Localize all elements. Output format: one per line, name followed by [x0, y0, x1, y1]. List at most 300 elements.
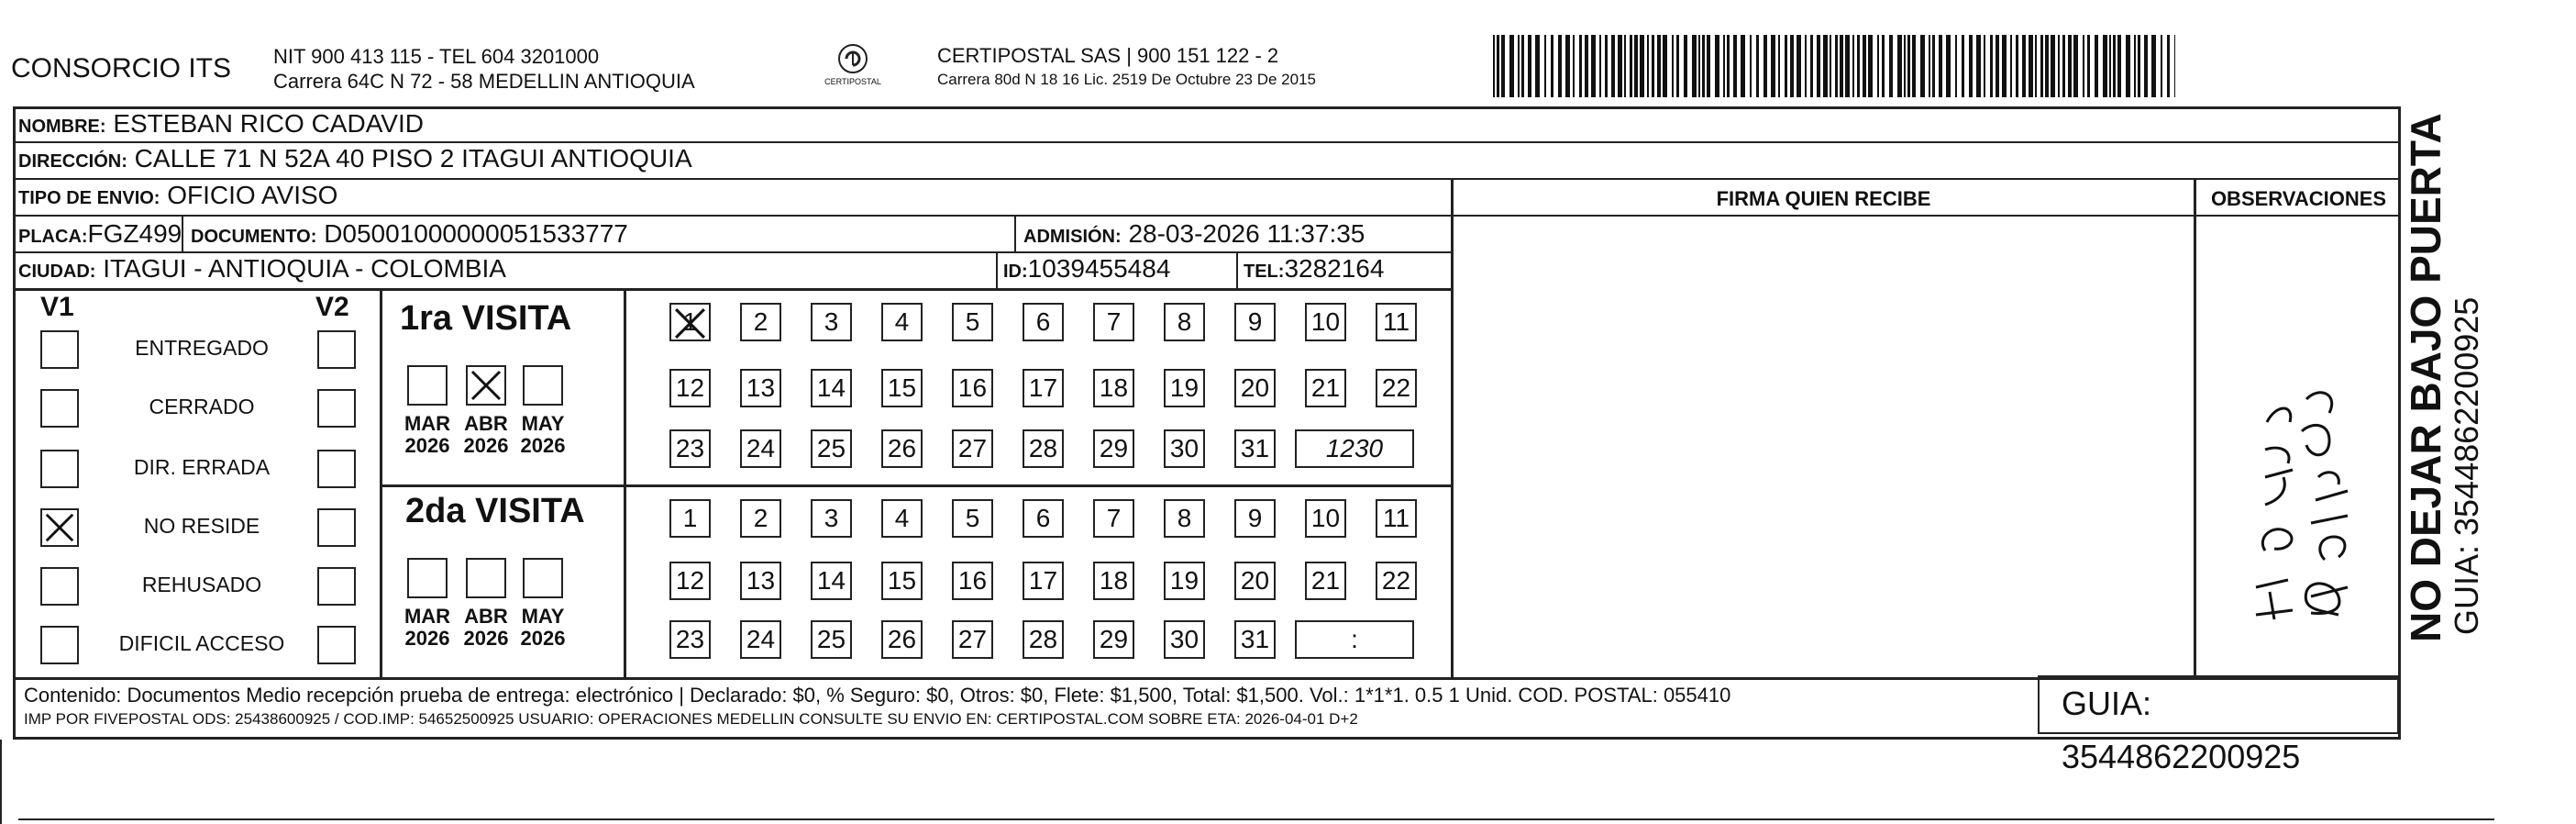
day-box[interactable]	[881, 369, 923, 407]
barcode-bar	[1868, 35, 1873, 97]
month-year: 2026	[463, 434, 509, 457]
day-box[interactable]	[952, 369, 993, 407]
barcode-bar	[1778, 35, 1780, 97]
month-year: 2026	[520, 627, 566, 650]
day-number: 23	[675, 625, 705, 653]
month-checkbox[interactable]	[466, 558, 506, 598]
barcode-bar	[1830, 35, 1831, 97]
status-label: DIR. ERRADA	[133, 455, 271, 479]
month-year: 2026	[520, 434, 566, 457]
day-number: 30	[1169, 625, 1200, 653]
month-checkbox[interactable]	[466, 365, 506, 406]
barcode-bar	[2161, 35, 2162, 97]
day-number: 27	[957, 625, 988, 653]
day-box[interactable]	[1305, 562, 1346, 600]
barcode-bar	[1630, 35, 1632, 97]
tipo-label: TIPO DE ENVIO:	[18, 188, 160, 208]
status-label: NO RESIDE	[143, 514, 260, 538]
day-number: 11	[1382, 307, 1410, 336]
status-v1-checkbox[interactable]	[40, 626, 79, 664]
day-box[interactable]	[1093, 369, 1134, 407]
day-number: 31	[1240, 625, 1270, 653]
barcode-bar	[2103, 35, 2107, 97]
day-number: 19	[1169, 373, 1200, 402]
barcode-bar	[2073, 35, 2078, 97]
day-box[interactable]	[952, 620, 993, 659]
day-number: 15	[887, 373, 917, 402]
side-text	[2403, 113, 2485, 642]
barcode-bar	[1535, 35, 1540, 97]
day-box[interactable]	[1093, 303, 1134, 341]
row-tipo	[15, 180, 1445, 211]
status-v1-checkbox[interactable]	[40, 389, 79, 428]
month-year: 2026	[404, 627, 450, 650]
day-box[interactable]	[1164, 562, 1205, 600]
documento-value: D05001000000051533777	[324, 219, 628, 248]
month-name: MAY	[521, 412, 565, 435]
day-number: 14	[816, 373, 846, 402]
day-box[interactable]	[669, 499, 711, 538]
barcode-bar	[1698, 35, 1700, 97]
barcode-bar	[1756, 35, 1759, 97]
day-box[interactable]	[881, 303, 923, 341]
barcode-bar	[1528, 35, 1531, 97]
carrier-info	[937, 44, 1316, 92]
day-box[interactable]	[1164, 620, 1205, 659]
barcode-bar	[1912, 35, 1916, 97]
barcode-bar	[2126, 35, 2130, 97]
day-number: 17	[1028, 373, 1058, 402]
day-box[interactable]	[1093, 620, 1134, 659]
month-checkbox[interactable]	[523, 365, 563, 406]
day-box[interactable]	[881, 429, 923, 468]
documento-label: DOCUMENTO:	[191, 227, 317, 247]
day-number: 5	[965, 504, 980, 532]
day-number: 26	[887, 625, 917, 653]
row-direccion	[15, 143, 2399, 174]
barcode-bar	[1863, 35, 1866, 97]
company-nit: NIT 900 413 115 - TEL 604 3201000	[273, 45, 600, 68]
day-box[interactable]	[669, 429, 711, 468]
day-number: 22	[1381, 566, 1411, 595]
barcode-bar	[1518, 35, 1520, 97]
barcode-bar	[2083, 35, 2084, 97]
barcode-bar	[1692, 35, 1697, 97]
day-number: 14	[816, 566, 846, 595]
day-number: 3	[824, 307, 839, 336]
barcode-bar	[1605, 35, 1608, 97]
day-number: 22	[1381, 373, 1411, 402]
barcode-bar	[1591, 35, 1596, 97]
barcode-bar	[1857, 35, 1860, 97]
month-checkbox[interactable]	[407, 365, 448, 406]
company-address: Carrera 64C N 72 - 58 MEDELLIN ANTIOQUIA	[273, 70, 695, 93]
day-number: 5	[965, 307, 980, 336]
status-v1-checkbox[interactable]	[40, 508, 79, 547]
status-v2-checkbox[interactable]	[317, 567, 356, 606]
check-mark-icon	[42, 510, 77, 545]
barcode-bar	[1611, 35, 1615, 97]
barcode-bar	[2022, 35, 2026, 97]
day-number: 31	[1240, 434, 1270, 462]
barcode-bar	[1733, 35, 1737, 97]
barcode-bar	[1976, 35, 1981, 97]
barcode-bar	[2040, 35, 2043, 97]
month-label	[515, 413, 570, 457]
day-number: 26	[887, 434, 917, 462]
day-box[interactable]	[1023, 429, 1064, 468]
day-box[interactable]	[811, 303, 852, 341]
barcode-bar	[1946, 35, 1951, 97]
day-box[interactable]	[811, 499, 852, 538]
barcode-bar	[2138, 35, 2140, 97]
day-box[interactable]	[811, 429, 852, 468]
day-box[interactable]	[1164, 303, 1205, 341]
barcode-bar	[1939, 35, 1942, 97]
day-number: 16	[957, 566, 988, 595]
barcode-bar	[1805, 35, 1807, 97]
day-box[interactable]	[1376, 369, 1417, 407]
tipo-value: OFICIO AVISO	[167, 181, 338, 209]
day-box[interactable]	[952, 499, 993, 538]
day-box[interactable]	[952, 562, 993, 600]
barcode-bar	[1493, 35, 1495, 97]
day-box[interactable]	[1376, 562, 1417, 600]
barcode-bar	[1573, 35, 1575, 97]
certipostal-logo	[816, 40, 890, 95]
month-name: MAY	[521, 605, 565, 628]
day-number: 17	[1028, 566, 1058, 595]
day-box[interactable]	[669, 303, 711, 341]
day-number: 13	[746, 566, 776, 595]
day-number: 29	[1099, 625, 1129, 653]
barcode-bar	[1624, 35, 1626, 97]
day-number: 1	[682, 307, 698, 336]
barcode-bar	[1558, 35, 1562, 97]
barcode-bar	[1907, 35, 1910, 97]
barcode-bar	[1969, 35, 1973, 97]
barcode-bar	[1585, 35, 1588, 97]
day-box[interactable]	[740, 620, 781, 659]
status-v1-checkbox[interactable]	[40, 330, 79, 369]
barcode-bar	[1497, 35, 1499, 97]
barcode-bar	[1840, 35, 1843, 97]
row-ciudad	[15, 253, 987, 284]
barcode-bar	[1672, 35, 1674, 97]
day-number: 19	[1169, 566, 1200, 595]
day-number: 29	[1099, 434, 1129, 462]
barcode-bar	[1929, 35, 1930, 97]
tel-label: TEL:	[1244, 262, 1285, 282]
no-dejar-bajo-puerta: NO DEJAR BAJO PUERTA	[2402, 113, 2449, 642]
barcode-bar	[1727, 35, 1730, 97]
day-box[interactable]	[669, 620, 711, 659]
barcode-bar	[1785, 35, 1787, 97]
day-number: 21	[1310, 373, 1341, 402]
barcode-bar	[1501, 35, 1505, 97]
day-number: 2	[753, 307, 768, 336]
day-number: 8	[1177, 307, 1192, 336]
month-year: 2026	[463, 627, 509, 650]
carrier-name: CERTIPOSTAL SAS | 900 151 122 - 2	[937, 44, 1279, 67]
barcode-bar	[1684, 35, 1687, 97]
day-box[interactable]	[1234, 499, 1276, 538]
day-number: 7	[1106, 504, 1122, 532]
month-label	[400, 606, 455, 650]
barcode-bar	[1521, 35, 1524, 97]
barcode-bar	[2051, 35, 2055, 97]
status-v2-checkbox[interactable]	[317, 508, 356, 547]
day-number: 6	[1035, 504, 1051, 532]
barcode-bar	[2068, 35, 2072, 97]
placa-label: PLACA:	[18, 227, 88, 247]
barcode-bar	[2029, 35, 2033, 97]
company-info	[273, 44, 695, 94]
day-number: 12	[675, 566, 705, 595]
day-box[interactable]	[1164, 369, 1205, 407]
day-box[interactable]	[740, 369, 781, 407]
month-label	[459, 606, 514, 650]
barcode-bar	[1741, 35, 1745, 97]
day-number: 11	[1382, 504, 1410, 532]
status-label: ENTREGADO	[135, 336, 269, 360]
day-number: 20	[1240, 566, 1270, 595]
barcode-bar	[1897, 35, 1902, 97]
barcode-bar	[1750, 35, 1752, 97]
day-box[interactable]	[669, 369, 711, 407]
barcode-bar	[1996, 35, 1999, 97]
day-box[interactable]	[669, 562, 711, 600]
admision-label: ADMISIÓN:	[1023, 227, 1122, 247]
day-box[interactable]	[811, 562, 852, 600]
barcode-bar	[1723, 35, 1725, 97]
barcode-bar	[1835, 35, 1838, 97]
day-number: 27	[957, 434, 988, 462]
row-documento	[187, 218, 1012, 250]
day-box[interactable]	[952, 429, 993, 468]
day-box[interactable]	[881, 499, 923, 538]
barcode-bar	[1509, 35, 1514, 97]
day-box[interactable]	[811, 369, 852, 407]
barcode-bar	[2016, 35, 2018, 97]
barcode-bar	[1797, 35, 1801, 97]
barcode-bar	[1904, 35, 1906, 97]
day-number: 9	[1247, 504, 1263, 532]
id-label: ID:	[1003, 262, 1028, 282]
day-box[interactable]	[740, 499, 781, 538]
barcode-bar	[1640, 35, 1644, 97]
day-box[interactable]	[881, 620, 923, 659]
tel-value: 3282164	[1284, 254, 1385, 283]
day-box[interactable]	[1164, 499, 1205, 538]
day-number: 4	[894, 504, 910, 532]
day-box[interactable]	[1023, 499, 1064, 538]
day-number: 25	[816, 434, 846, 462]
status-v1-checkbox[interactable]	[40, 567, 79, 606]
day-number: 24	[746, 625, 776, 653]
barcode-bar	[1763, 35, 1767, 97]
month-name: MAR	[404, 412, 451, 435]
time-box[interactable]	[1295, 620, 1414, 659]
day-number: 9	[1247, 307, 1263, 336]
barcode-bar	[1618, 35, 1622, 97]
day-number: 18	[1099, 373, 1129, 402]
day-number: 21	[1310, 566, 1341, 595]
day-box[interactable]	[1376, 303, 1417, 341]
barcode-bar	[1565, 35, 1570, 97]
day-box[interactable]	[740, 562, 781, 600]
barcode-bar	[1920, 35, 1925, 97]
barcode-bar	[2134, 35, 2136, 97]
barcode-bar	[1852, 35, 1854, 97]
day-box[interactable]	[1234, 369, 1276, 407]
barcode-bar	[2174, 35, 2175, 97]
barcode-bar	[1932, 35, 1935, 97]
status-v2-checkbox[interactable]	[317, 330, 356, 369]
v1-header: V1	[40, 292, 74, 322]
direccion-label: DIRECCIÓN:	[18, 151, 127, 172]
status-v2-checkbox[interactable]	[317, 389, 356, 428]
status-v2-checkbox[interactable]	[317, 450, 356, 488]
barcode-bar	[1707, 35, 1710, 97]
day-box[interactable]	[811, 620, 852, 659]
barcode-bar	[1877, 35, 1879, 97]
day-number: 28	[1028, 434, 1058, 462]
barcode-bar	[2010, 35, 2012, 97]
barcode-bar	[1984, 35, 1985, 97]
barcode-bar	[1810, 35, 1813, 97]
day-box[interactable]	[1093, 562, 1134, 600]
day-box[interactable]	[1023, 369, 1064, 407]
nombre-label: NOMBRE:	[18, 117, 106, 137]
day-box[interactable]	[952, 303, 993, 341]
day-box[interactable]	[740, 303, 781, 341]
day-box[interactable]	[740, 429, 781, 468]
barcode-bar	[2035, 35, 2037, 97]
company-name: CONSORCIO ITS	[11, 53, 232, 84]
barcode-bar	[1715, 35, 1719, 97]
barcode-bar	[1544, 35, 1546, 97]
barcode-bar	[1990, 35, 1993, 97]
barcode-bar	[1634, 35, 1638, 97]
status-v2-checkbox[interactable]	[317, 626, 356, 664]
placa-value: FGZ499	[87, 219, 182, 248]
row-tel	[1240, 253, 1451, 284]
month-checkbox[interactable]	[523, 558, 563, 598]
day-box[interactable]	[1234, 303, 1276, 341]
ciudad-label: CIUDAD:	[18, 262, 96, 282]
ciudad-value: ITAGUI - ANTIOQUIA - COLOMBIA	[103, 254, 506, 283]
day-box[interactable]	[1093, 499, 1134, 538]
day-number: 24	[746, 434, 776, 462]
day-number: 30	[1169, 434, 1200, 462]
day-number: 25	[816, 625, 846, 653]
day-number: 2	[753, 504, 768, 532]
day-number: 28	[1028, 625, 1058, 653]
day-number: 16	[957, 373, 988, 402]
day-box[interactable]	[1164, 429, 1205, 468]
barcode-bar	[1599, 35, 1601, 97]
carrier-license: Carrera 80d N 18 16 Lic. 2519 De Octubre 23 De 2015	[937, 71, 1316, 88]
day-box[interactable]	[1023, 562, 1064, 600]
barcode-bar	[2113, 35, 2116, 97]
id-value: 1039455484	[1027, 254, 1171, 283]
day-number: 8	[1177, 504, 1192, 532]
day-number: 10	[1310, 307, 1341, 336]
day-number: 6	[1035, 307, 1051, 336]
barcode-bar	[1657, 35, 1661, 97]
status-label: DIFICIL ACCESO	[118, 631, 285, 655]
check-mark-icon	[468, 367, 504, 404]
visit2-title: 2da VISITA	[405, 492, 585, 530]
day-box[interactable]	[1234, 620, 1276, 659]
day-box[interactable]	[1305, 369, 1346, 407]
row-admision	[1020, 218, 1451, 250]
month-label	[459, 413, 514, 457]
nombre-value: ESTEBAN RICO CADAVID	[113, 109, 424, 138]
day-box[interactable]	[1376, 499, 1417, 538]
day-box[interactable]	[881, 562, 923, 600]
barcode-bar	[1551, 35, 1553, 97]
day-number: 13	[746, 373, 776, 402]
footer-content: Contenido: Documentos Medio recepción prueba de entrega: electrónico | Declarado: $0, % Seguro: $0, Otros: $0, Flete: $1,500, Total: $1,500. Vol.: 1*1*1. 0.5 1 Unid. COD. POSTAL: 055410	[24, 684, 1731, 707]
barcode-bar	[2058, 35, 2060, 97]
month-name: ABR	[464, 605, 508, 628]
barcode-bar	[2109, 35, 2111, 97]
time-box[interactable]	[1295, 429, 1414, 468]
day-box[interactable]	[1305, 303, 1346, 341]
day-box[interactable]	[1023, 303, 1064, 341]
barcode-bar	[1889, 35, 1893, 97]
day-box[interactable]	[1234, 562, 1276, 600]
month-year: 2026	[404, 434, 450, 457]
day-number: 4	[894, 307, 910, 336]
barcode-bar	[2151, 35, 2156, 97]
day-number: 23	[675, 434, 705, 462]
time-placeholder: :	[1351, 625, 1358, 653]
month-label	[400, 413, 455, 457]
barcode-bar	[1845, 35, 1850, 97]
barcode-bar	[2167, 35, 2170, 97]
day-box[interactable]	[1305, 499, 1346, 538]
month-label	[515, 606, 570, 650]
day-number: 18	[1099, 566, 1129, 595]
day-box[interactable]	[1234, 429, 1276, 468]
barcode-bar	[1652, 35, 1654, 97]
admision-value: 28-03-2026 11:37:35	[1128, 219, 1365, 248]
day-box[interactable]	[1093, 429, 1134, 468]
barcode-bar	[2144, 35, 2148, 97]
observaciones-header: OBSERVACIONES	[2210, 187, 2387, 210]
day-number: 1	[682, 504, 698, 532]
footer-print-info: IMP POR FIVEPOSTAL ODS: 25438600925 / COD.IMP: 54652500925 USUARIO: OPERACIONES MEDELLIN CONSULTE SU ENVIO EN: CERTIPOSTAL.COM SOBRE ETA: 2026-04-01 D+2	[24, 710, 1358, 728]
time-handwritten: 1230	[1325, 434, 1384, 462]
status-v1-checkbox[interactable]	[40, 450, 79, 488]
month-checkbox[interactable]	[407, 558, 448, 598]
handwritten-observation	[2201, 303, 2394, 651]
barcode-bar	[2117, 35, 2121, 97]
day-number: 3	[824, 504, 839, 532]
v2-header: V2	[315, 292, 349, 322]
day-number: 20	[1240, 373, 1270, 402]
check-mark-icon	[671, 305, 709, 342]
day-box[interactable]	[1023, 620, 1064, 659]
barcode-bar	[1955, 35, 1957, 97]
barcode-bar	[1882, 35, 1885, 97]
barcode-bar	[1823, 35, 1828, 97]
firma-header: FIRMA QUIEN RECIBE	[1716, 187, 1931, 210]
direccion-value: CALLE 71 N 52A 40 PISO 2 ITAGUI ANTIOQUIA	[134, 144, 692, 173]
